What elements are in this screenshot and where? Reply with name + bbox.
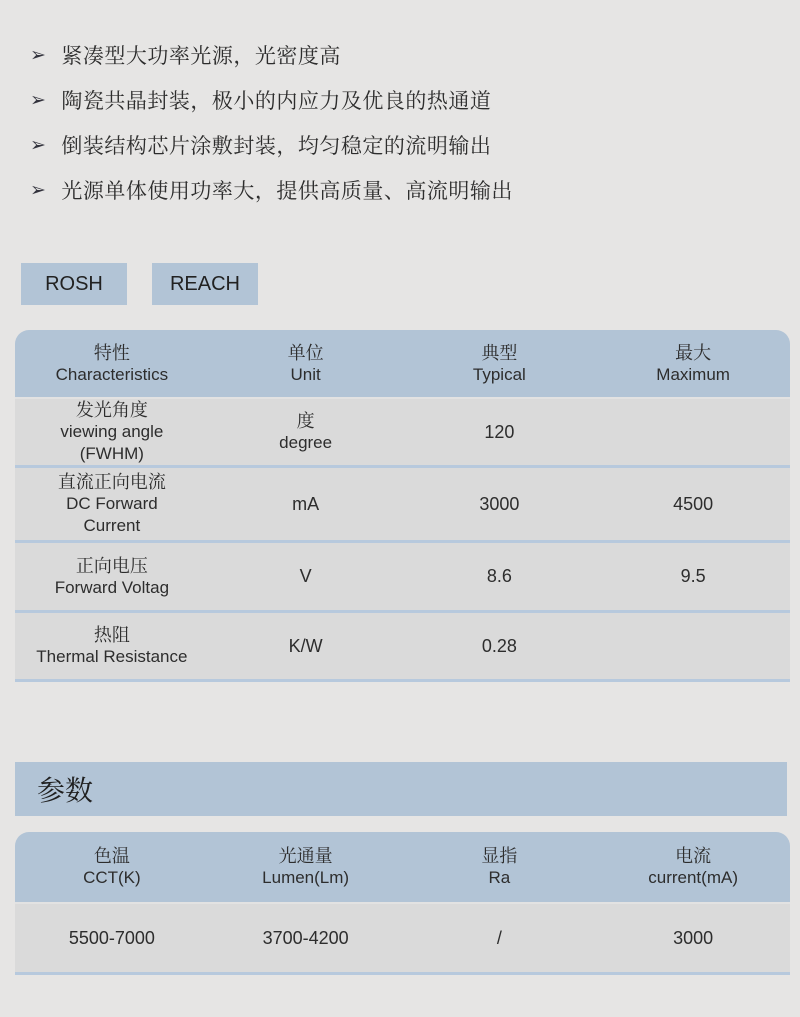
param-cell-lumen: 3700-4200: [262, 927, 349, 948]
certification-badges: [21, 263, 800, 305]
spec-col-characteristics: 特性 Characteristics: [55, 342, 169, 384]
param-cell-ra: /: [496, 927, 502, 948]
feature-list: [0, 0, 800, 212]
feature-text: 紧凑型大功率光源，光密度高: [61, 44, 341, 68]
spec-table-header: [15, 330, 790, 397]
param-col-lumen: 光通量 Lumen(Lm): [262, 846, 350, 887]
spec-col-typical: 典型 Typical: [472, 342, 526, 384]
spec-cell-name: 正向电压 Forward Voltag: [54, 555, 170, 597]
arrowhead-bullet-icon: ➢: [30, 135, 47, 156]
param-col-ra: 显指 Ra: [481, 846, 518, 887]
spec-cell-maximum: 9.5: [680, 566, 706, 586]
section-title: 参数: [37, 775, 94, 806]
badge-reach: REACH: [152, 263, 258, 305]
feature-text: 倒装结构芯片涂敷封装，均匀稳定的流明输出: [61, 134, 492, 158]
feature-item: [30, 167, 800, 212]
param-table: [15, 832, 790, 975]
feature-item: [30, 77, 800, 122]
spec-cell-typical: 0.28: [481, 635, 517, 656]
spec-cell-typical: 3000: [479, 493, 520, 514]
param-cell-cct: 5500-7000: [68, 927, 155, 948]
section-title-band: [15, 762, 787, 816]
arrowhead-bullet-icon: ➢: [30, 180, 47, 201]
spec-col-unit: 单位 Unit: [287, 342, 324, 384]
spec-cell-maximum: 4500: [673, 493, 714, 514]
spec-cell-unit: 度 degree: [279, 411, 333, 452]
feature-item: [30, 122, 800, 167]
spec-col-maximum: 最大 Maximum: [656, 342, 730, 384]
feature-item: [30, 32, 800, 77]
spec-cell-name: 热阻 Thermal Resistance: [36, 625, 188, 666]
spec-cell-unit: mA: [292, 493, 320, 514]
spec-cell-unit: K/W: [288, 635, 323, 656]
badge-rosh: ROSH: [21, 263, 127, 305]
param-cell-current: 3000: [673, 927, 714, 948]
spec-row-dc-forward-current: [15, 465, 790, 540]
spec-row-forward-voltage: [15, 540, 790, 610]
spec-cell-typical: 8.6: [486, 566, 512, 586]
arrowhead-bullet-icon: ➢: [30, 90, 47, 111]
spec-cell-typical: 120: [484, 421, 515, 442]
spec-cell-name: 直流正向电流 DC Forward Current: [57, 472, 166, 535]
feature-text: 陶瓷共晶封装，极小的内应力及优良的热通道: [61, 89, 492, 113]
feature-text: 光源单体使用功率大，提供高质量、高流明输出: [61, 179, 513, 203]
spec-row-thermal-resistance: [15, 610, 790, 679]
spec-cell-unit: V: [299, 566, 312, 586]
param-col-current: 电流 current(mA): [648, 846, 738, 887]
arrowhead-bullet-icon: ➢: [30, 45, 47, 66]
spec-cell-name: 发光角度 viewing angle (FWHM): [60, 400, 164, 463]
param-col-cct: 色温 CCT(K): [83, 846, 141, 887]
param-row: [15, 902, 790, 972]
param-table-header: [15, 832, 790, 902]
spec-table: [15, 330, 790, 682]
spec-row-viewing-angle: [15, 397, 790, 465]
